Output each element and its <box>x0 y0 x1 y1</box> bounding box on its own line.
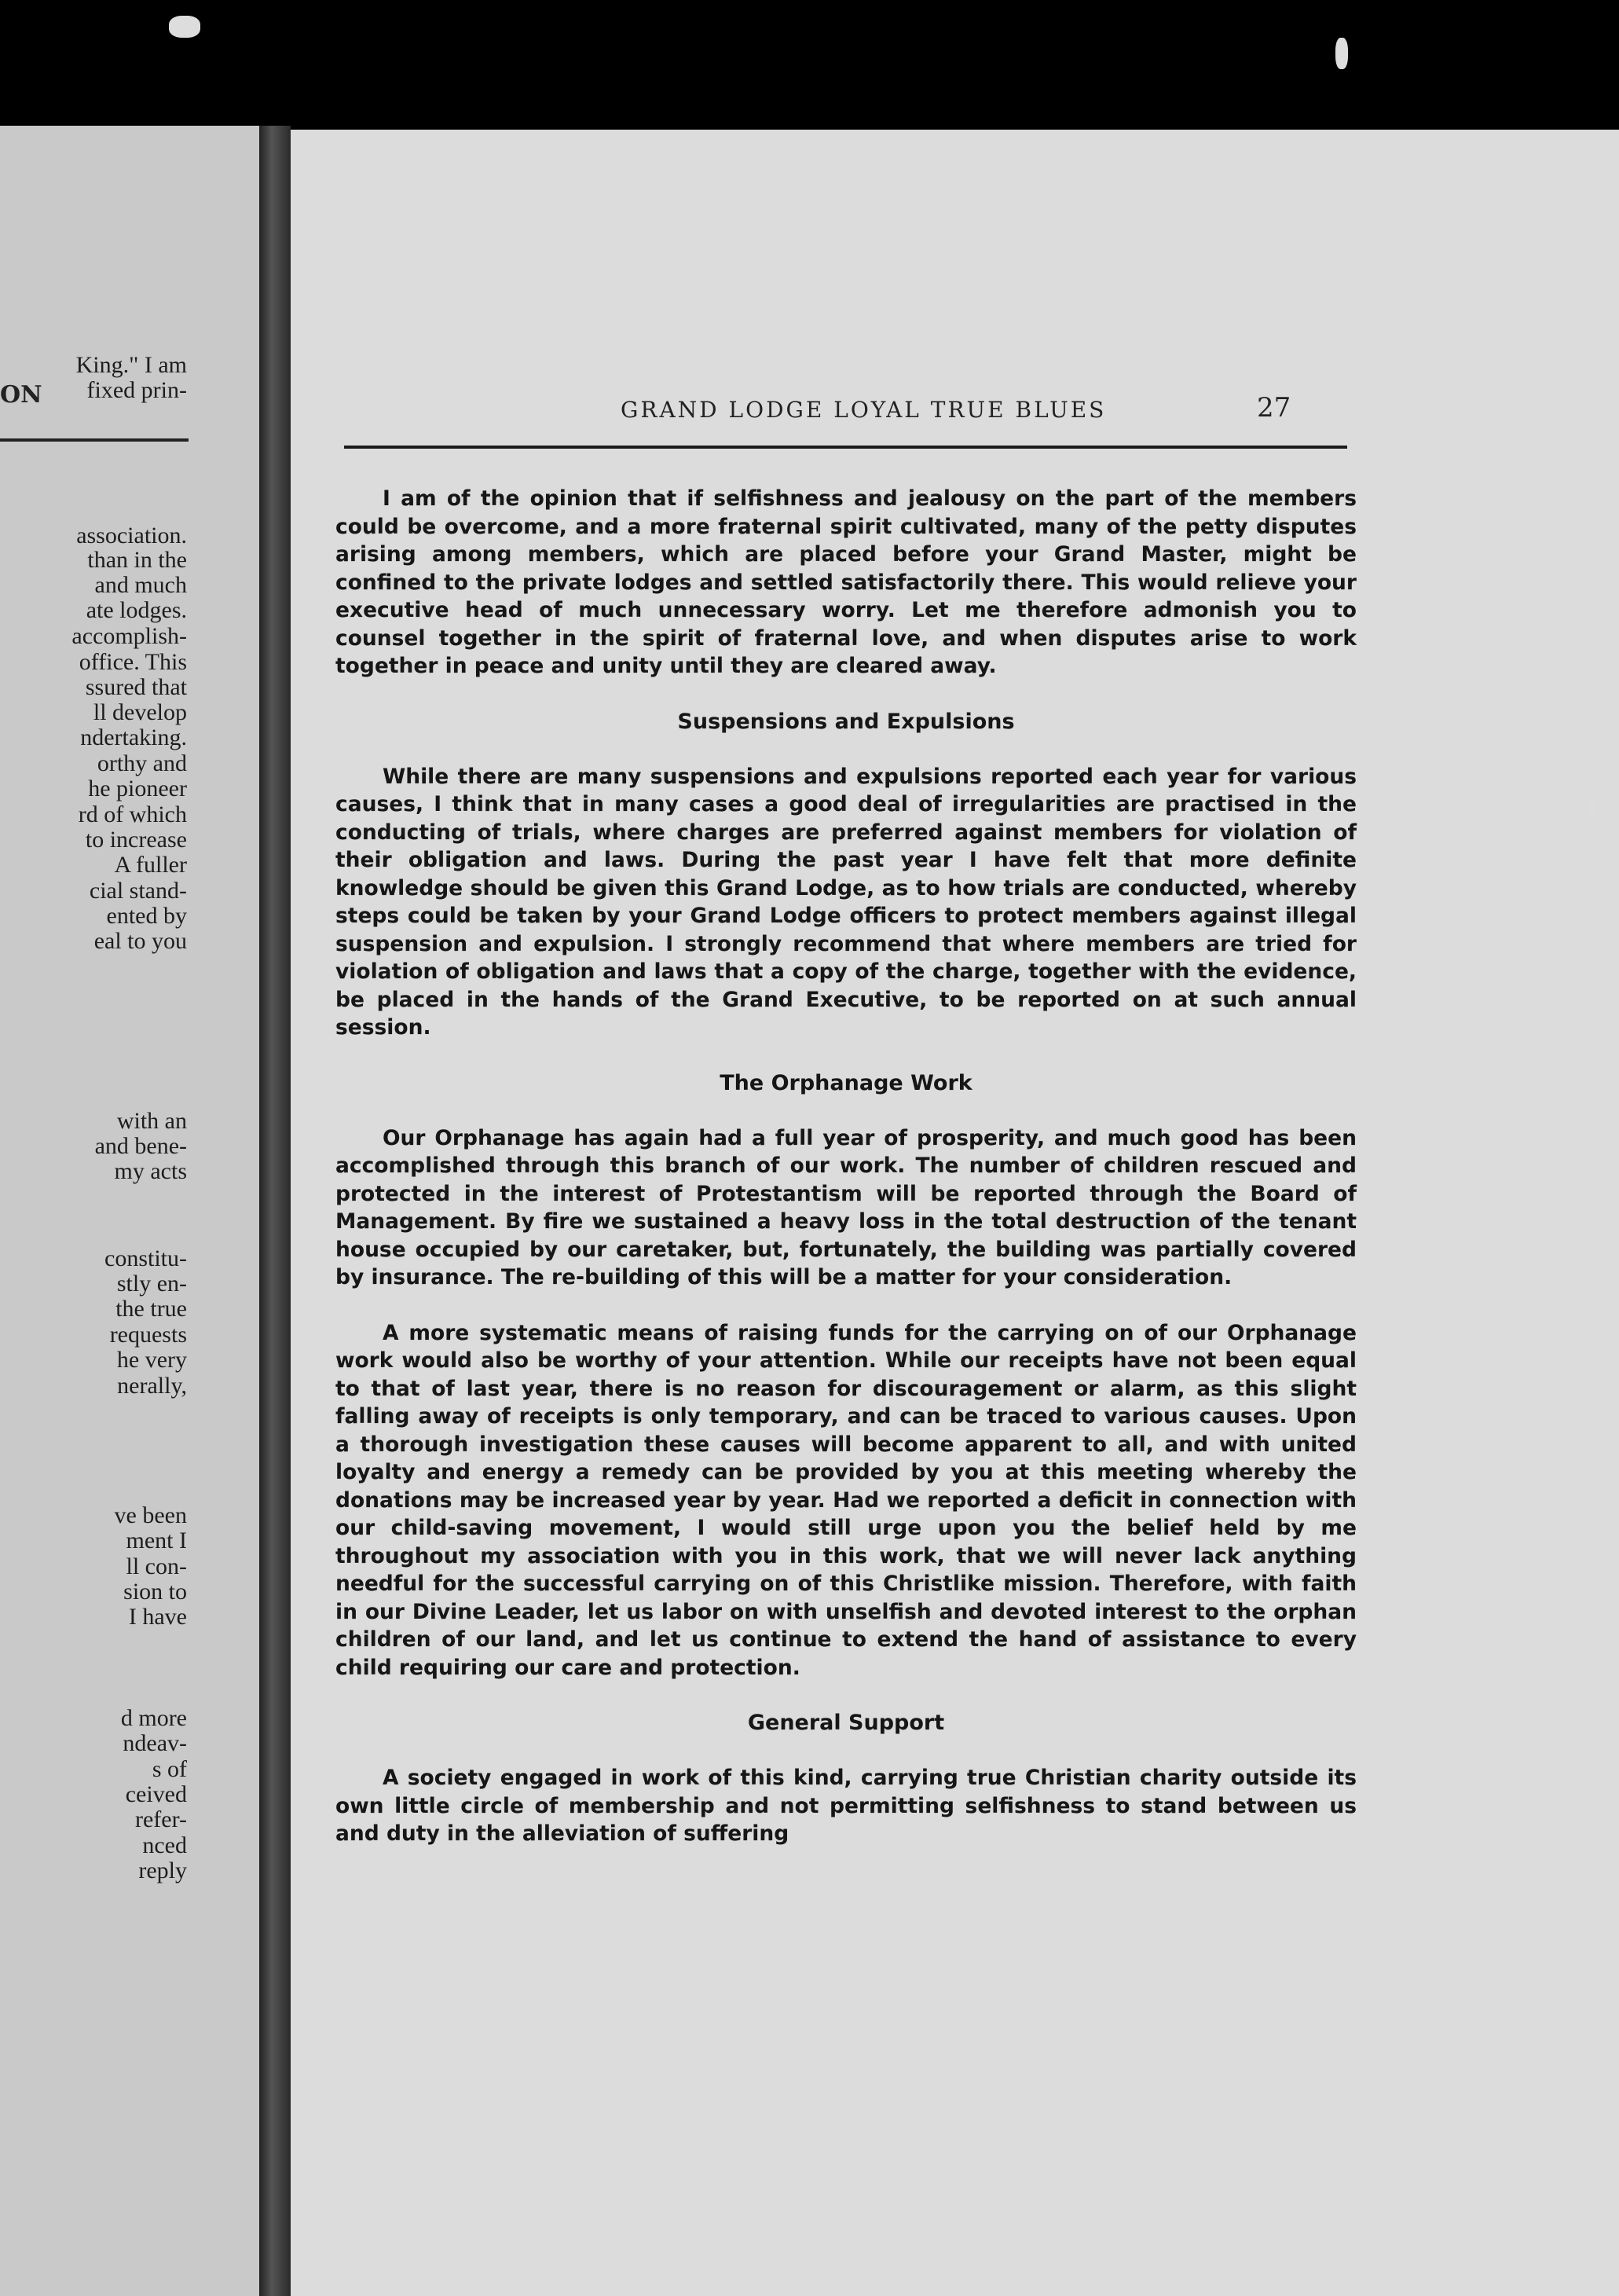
left-page-line: than in the <box>87 547 187 573</box>
paragraph: A society engaged in work of this kind, carrying true Christian charity outside its own little circle of membership and not permitting selfishness to stand between us and duty in the alleviation of suffering <box>335 1766 1357 1846</box>
running-header <box>346 392 1320 436</box>
left-page-line: reply <box>138 1858 187 1883</box>
left-page-line: King." I am <box>75 352 187 378</box>
left-page-line: I have <box>128 1604 187 1630</box>
left-page-line: ndeav- <box>123 1730 187 1756</box>
left-page-line: sion to <box>123 1579 187 1605</box>
left-page-line: cial stand- <box>89 878 187 904</box>
left-page-line: constitu- <box>104 1245 187 1271</box>
left-page-line: ceived <box>125 1781 187 1807</box>
left-page-line: A fuller <box>114 852 187 878</box>
scan-speck <box>169 16 200 38</box>
left-page-line: and much <box>94 572 187 598</box>
section-heading: The Orphanage Work <box>720 1070 972 1095</box>
left-page-line: fixed prin- <box>86 377 187 403</box>
left-page-line: eal to you <box>93 928 187 954</box>
left-page-line: the true <box>115 1296 187 1322</box>
page-body <box>335 485 1357 1876</box>
left-page-line: ll con- <box>126 1553 187 1579</box>
section-heading: Suspensions and Expulsions <box>677 709 1015 734</box>
left-page-line: ll develop <box>93 699 187 725</box>
running-title: GRAND LODGE LOYAL TRUE BLUES <box>621 397 1107 423</box>
left-page-line: nerally, <box>117 1373 187 1399</box>
left-page-line: association. <box>76 523 187 548</box>
left-page-line: ssured that <box>85 674 187 700</box>
left-page-line: ate lodges. <box>86 597 187 623</box>
right-page <box>291 130 1619 2296</box>
scan-speck <box>1335 38 1348 69</box>
left-page-line: requests <box>109 1322 187 1348</box>
book-gutter <box>259 126 291 2296</box>
left-page-line: rd of which <box>78 801 187 827</box>
left-page-line: office. This <box>79 649 187 675</box>
paragraph: Our Orphanage has again had a full year of prosperity, and much good has been accomplished through this branch of our work. The number of children rescued and protected in the interest of Protestantism will be reported through the Board of Management. By fire we sustained a heavy loss in the total destruction of the tenant house occupied by our caretaker, but, fortunately, the building was partially covered by insurance. The re-building of this will be a matter for your consideration. <box>335 1125 1357 1289</box>
left-page-line: my acts <box>114 1158 187 1184</box>
left-page-line: ented by <box>106 903 187 929</box>
left-page-line: with an <box>116 1108 187 1134</box>
paragraph: While there are many suspensions and expulsions reported each year for various causes, I think that in many cases a good deal of irregularities are practised in the conducting of trials, where charges are preferred against members for violation of their obligation and laws. During the past year I have felt that more definite knowledge should be given this Grand Lodge, as to how trials are conducted, whereby steps could be taken by your Grand Lodge officers to protect members against illegal suspension and expulsion. I strongly recommend that where members are tried for violation of obligation and laws that a copy of the charge, together with the evidence, be placed in the hands of the Grand Executive, to be reported on at such annual session. <box>335 764 1357 1040</box>
left-page-header-rule <box>0 438 189 442</box>
left-page-line: s of <box>152 1756 187 1782</box>
scan-speck <box>1587 801 1596 816</box>
left-page <box>0 126 259 2296</box>
left-page-line: ve been <box>114 1502 187 1528</box>
left-page-line: nced <box>142 1832 187 1858</box>
page-number: 27 <box>1257 392 1291 424</box>
left-page-line: ndertaking. <box>80 724 187 750</box>
left-page-line: orthy and <box>97 750 187 776</box>
left-page-line: refer- <box>135 1806 187 1832</box>
left-page-line: he pioneer <box>88 776 187 801</box>
section-heading: General Support <box>747 1711 945 1735</box>
left-page-line: accomplish- <box>71 623 187 649</box>
paragraph: A more systematic means of raising funds for the carrying on of our Orphanage work would also be worthy of your attention. While our receipts have not been equal to that of last year, there is no reason for discouragement or alarm, as this slight falling away of receipts is only temporary, and can be traced to various causes. Upon a thorough investigation these causes will become apparent to all, and with united loyalty and energy a remedy can be provided by you at this meeting whereby the donations may be increased year by year. Had we reported a deficit in connection with our child-saving movement, I would still urge upon you the belief held by me throughout my association with you in this work, that we will never lack anything needful for the successful carrying on of this Christlike mission. Therefore, with faith in our Divine Leader, let us labor on with unselfish and devoted interest to the orphan children of our land, and let us continue to extend the hand of assistance to every child requiring our care and protection. <box>335 1320 1357 1680</box>
left-page-line: d more <box>120 1705 187 1731</box>
left-page-header-fragment: ON <box>0 381 42 409</box>
left-page-line: he very <box>116 1347 187 1373</box>
left-page-line: and bene- <box>94 1133 187 1159</box>
left-page-line: ment I <box>126 1528 187 1553</box>
header-rule <box>344 446 1347 449</box>
paragraph: I am of the opinion that if selfishness and jealousy on the part of the members could be overcome, and a more fraternal spirit cultivated, many of the petty disputes arising among members, which are placed before your Grand Master, might be confined to the private lodges and settled satisfactorily there. This would relieve your executive head of much unnecessary worry. Let me therefore admonish you to counsel together in the spirit of fraternal love, and when disputes arise to work together in peace and unity until they are cleared away. <box>335 486 1357 678</box>
left-page-line: to increase <box>85 827 187 853</box>
left-page-line: stly en- <box>116 1271 187 1297</box>
